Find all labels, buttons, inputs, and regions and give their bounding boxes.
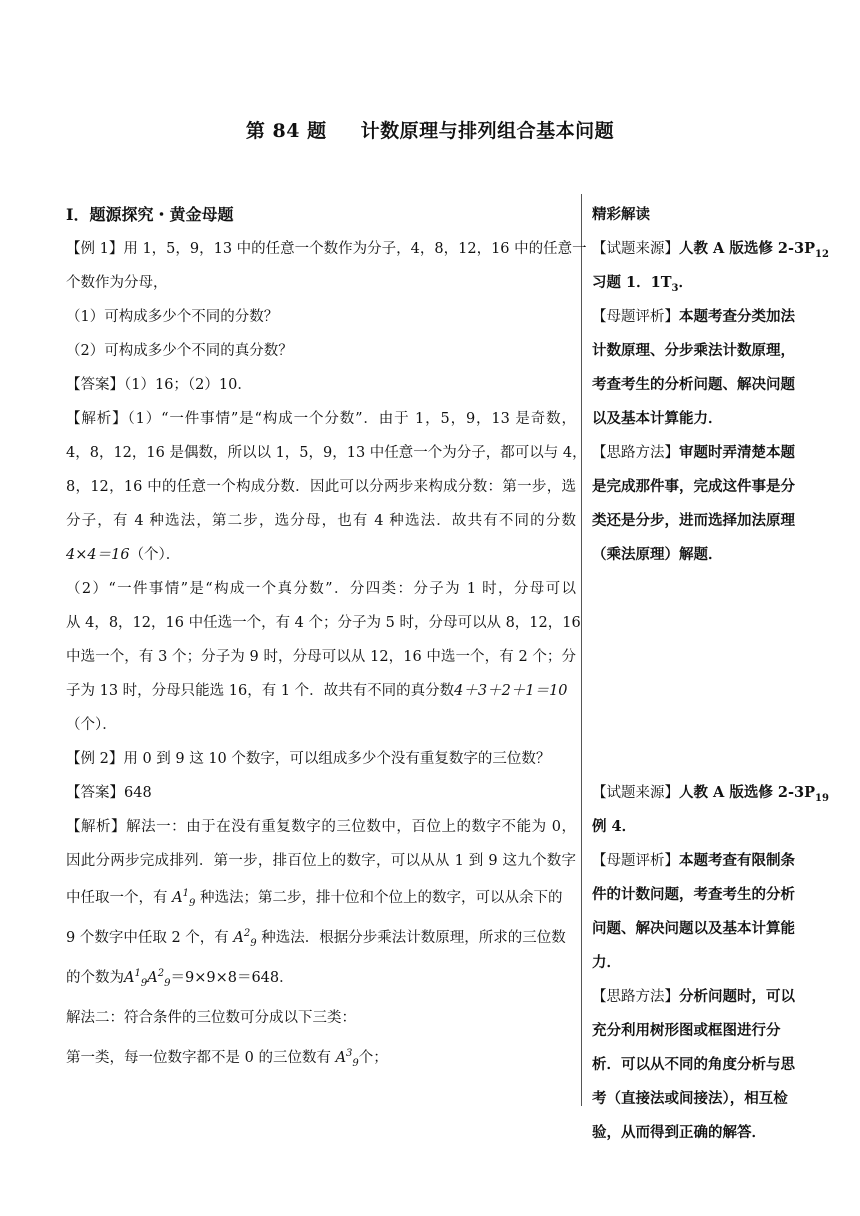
ex2-analysis-line: 因此分两步完成排列．第一步，排百位上的数字，可以从从 1 到 9 这九个数字 — [66, 853, 576, 869]
formula-a92: $A^2_9$ — [233, 928, 257, 949]
source-line: 习题 1．$1T_3$． — [592, 274, 693, 294]
ex2-question: 【例 2】用 0 到 9 这 10 个数字，可以组成多少个没有重复数字的三位数？ — [66, 751, 551, 767]
evaluation-line: 计数原理、分步乘法计数原理， — [592, 342, 795, 359]
side-heading: 精彩解读 — [592, 206, 650, 223]
side-column — [592, 198, 829, 1150]
spacer — [592, 572, 812, 776]
text: 的个数为 — [66, 970, 124, 986]
text: 种选法；第二步，排十位和个位上的数字，可以从余下的 — [199, 890, 563, 906]
source-line: 例 4． — [592, 818, 637, 835]
text: 中任取一个，有 — [66, 890, 168, 906]
evaluation-line: 问题、解决问题以及基本计算能 — [592, 920, 795, 937]
method-line: 析．可以从不同的角度分析与思 — [592, 1056, 795, 1073]
ex1-analysis-line — [66, 674, 576, 708]
ex2-analysis-line — [66, 958, 576, 998]
method-line: 【思路方法】分析问题时，可以 — [592, 988, 795, 1005]
text: 个； — [358, 1050, 388, 1066]
ex1-analysis-line — [66, 538, 576, 572]
formula-product: $A^1_9A^2_9=9\times 9\times 8=648$ — [124, 968, 280, 989]
text: 种选法．根据分步乘法计数原理，所求的三位数 — [261, 930, 566, 946]
ex1-subquestion-1: （1）可构成多少个不同的分数？ — [66, 309, 279, 325]
formula-4x4: 4×4＝16 — [66, 547, 130, 563]
ex1-question-line: 【例 1】用 1，5，9，13 中的任意一个数作为分子，4，8，12，16 中的任意一 — [66, 241, 587, 257]
ex1-answer: 【答案】（1）16；（2）10． — [66, 377, 252, 393]
ex2-analysis-line — [66, 878, 576, 918]
section-heading: I．题源探究・黄金母题 — [66, 205, 234, 224]
ex2-analysis-line: 【解析】解法一：由于在没有重复数字的三位数中，百位上的数字不能为 0， — [66, 819, 576, 835]
source-line: 【试题来源】人教 A 版选修 $2-3P_{19}$ — [592, 784, 829, 804]
method-line: 是完成那件事，完成这件事是分 — [592, 478, 795, 495]
ex2-answer: 【答案】648 — [66, 785, 152, 801]
problem-title: 计数原理与排列组合基本问题 — [360, 120, 615, 142]
text: （个）． — [129, 547, 181, 563]
ex1-analysis-line: 分子，有 4 种选法，第二步，选分母，也有 4 种选法．故共有不同的分数 — [66, 513, 576, 529]
ex1-analysis-line: （2）“一件事情”是“构成一个真分数”．分四类：分子为 1 时，分母可以 — [66, 581, 576, 597]
method-line: 充分利用树形图或框图进行分 — [592, 1022, 781, 1039]
main-column — [66, 198, 587, 1078]
text: 9 个数字中任取 2 个，有 — [66, 930, 229, 946]
ex2-analysis-line — [66, 918, 576, 958]
formula-a93: $A^3_9$ — [335, 1048, 359, 1069]
method-line: （乘法原理）解题． — [592, 546, 723, 563]
evaluation-line: 件的计数问题，考查考生的分析 — [592, 886, 795, 903]
formula-sum: 4＋3＋2＋1＝10 — [454, 683, 568, 699]
ex1-analysis-line: 4，8，12，16 是偶数，所以以 1，5，9，13 中任意一个为分子，都可以与 4， — [66, 445, 587, 461]
ex1-analysis-line: （个）． — [66, 717, 117, 733]
source-line: 【试题来源】人教 A 版选修 $2-3P_{12}$ — [592, 240, 829, 260]
column-divider — [581, 194, 582, 1106]
ex1-analysis-line: 【解析】（1）“一件事情”是“构成一个分数”．由于 1，5，9，13 是奇数， — [66, 411, 576, 427]
ex2-analysis-line — [66, 1038, 576, 1078]
method-line: 验，从而得到正确的解答． — [592, 1124, 766, 1141]
evaluation-line: 以及基本计算能力． — [592, 410, 723, 427]
text: ． — [279, 970, 294, 986]
ex1-question-line: 个数作为分母， — [66, 275, 168, 291]
ex1-analysis-line: 从 4，8，12，16 中任选一个，有 4 个；分子为 5 时，分母可以从 8，12，16 — [66, 615, 581, 631]
problem-number: 第 84 题 — [245, 120, 327, 142]
method-line: 类还是分步，进而选择加法原理 — [592, 512, 795, 529]
ex1-analysis-line: 8，12，16 中的任意一个构成分数．因此可以分两步来构成分数：第一步，选 — [66, 479, 576, 495]
ex1-analysis-line: 中选一个，有 3 个；分子为 9 时，分母可以从 12，16 中选一个，有 2 个；分 — [66, 649, 576, 665]
method-line: 考（直接法或间接法），相互检 — [592, 1090, 788, 1107]
page-title — [0, 116, 860, 143]
formula-a91: $A^1_9$ — [172, 888, 196, 909]
text: 子为 13 时，分母只能选 16，有 1 个．故共有不同的真分数 — [66, 683, 455, 699]
ex2-analysis-line: 解法二：符合条件的三位数可分成以下三类： — [66, 1010, 356, 1026]
evaluation-line: 考查考生的分析问题、解决问题 — [592, 376, 795, 393]
evaluation-line: 力． — [592, 954, 621, 971]
evaluation-line: 【母题评析】本题考查分类加法 — [592, 308, 795, 325]
evaluation-line: 【母题评析】本题考查有限制条 — [592, 852, 795, 869]
ex1-subquestion-2: （2）可构成多少个不同的真分数？ — [66, 343, 293, 359]
method-line: 【思路方法】审题时弄清楚本题 — [592, 444, 795, 461]
text: 第一类，每一位数字都不是 0 的三位数有 — [66, 1050, 331, 1066]
